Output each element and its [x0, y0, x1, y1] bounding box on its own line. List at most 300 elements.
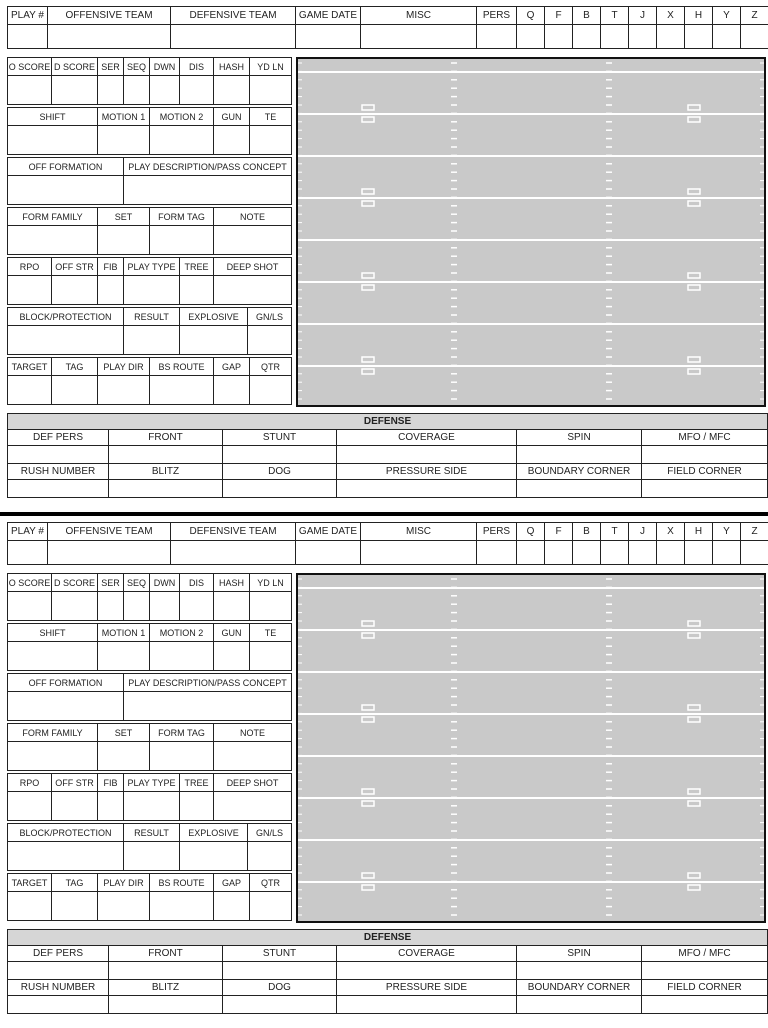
motion-box: [7, 107, 292, 155]
blank-cell[interactable]: [741, 25, 768, 49]
blank-cell[interactable]: [685, 25, 713, 49]
formation-box: [7, 157, 292, 205]
lbl-motion-2: MOTION 2: [150, 108, 214, 126]
lbl-form-tag: FORM TAG: [150, 208, 214, 226]
lbl-yd-ln: YD LN: [250, 574, 292, 592]
lbl-d-score: D SCORE: [52, 58, 98, 76]
lbl-shift: SHIFT: [8, 108, 98, 126]
blank-cell[interactable]: [8, 642, 98, 671]
hdr-misc: MISC: [361, 523, 477, 541]
blank-cell[interactable]: [545, 25, 573, 49]
blank-cell[interactable]: [8, 892, 52, 921]
lbl-coverage: COVERAGE: [337, 946, 517, 962]
blank-cell[interactable]: [8, 276, 52, 305]
yard-number-box: [362, 873, 374, 878]
blank-cell[interactable]: [741, 541, 768, 565]
blank-cell[interactable]: [250, 126, 292, 155]
yard-number-box: [362, 621, 374, 626]
blank-cell[interactable]: [642, 996, 768, 1014]
blank-cell[interactable]: [517, 25, 545, 49]
blank-cell[interactable]: [124, 326, 180, 355]
blank-cell[interactable]: [223, 446, 337, 464]
blank-cell[interactable]: [180, 326, 248, 355]
lbl-off-str: OFF STR: [52, 774, 98, 792]
lbl-mfo-mfc: MFO / MFC: [642, 430, 768, 446]
lbl-dwn: DWN: [150, 58, 180, 76]
lbl-fib: FIB: [98, 774, 124, 792]
lbl-play-type: PLAY TYPE: [124, 258, 180, 276]
yard-number-box: [362, 789, 374, 794]
lbl-deep-shot: DEEP SHOT: [214, 258, 292, 276]
lbl-rpo: RPO: [8, 258, 52, 276]
blank-cell[interactable]: [573, 541, 601, 565]
hdr-offensive-team: OFFENSIVE TEAM: [48, 7, 171, 25]
yard-number-box: [688, 201, 700, 206]
blank-cell[interactable]: [8, 692, 124, 721]
blank-cell[interactable]: [337, 962, 517, 980]
blank-cell[interactable]: [8, 541, 48, 565]
lbl-front: FRONT: [109, 430, 223, 446]
yard-number-box: [362, 369, 374, 374]
hdr-play-num: PLAY #: [8, 523, 48, 541]
hdr-misc: MISC: [361, 7, 477, 25]
blank-cell[interactable]: [545, 541, 573, 565]
blank-cell[interactable]: [150, 376, 214, 405]
blank-cell[interactable]: [713, 25, 741, 49]
hdr-q: Q: [517, 7, 545, 25]
lbl-off-str: OFF STR: [52, 258, 98, 276]
lbl-dog: DOG: [223, 464, 337, 480]
form-family-box: [7, 207, 292, 255]
blank-cell[interactable]: [248, 842, 292, 871]
lbl-play-description: PLAY DESCRIPTION/PASS CONCEPT: [124, 158, 292, 176]
lbl-stunt: STUNT: [223, 946, 337, 962]
blank-cell[interactable]: [8, 742, 98, 771]
lbl-boundary-corner: BOUNDARY CORNER: [517, 464, 642, 480]
defense-title: DEFENSE: [8, 414, 768, 430]
blank-cell[interactable]: [214, 592, 250, 621]
lbl-fib: FIB: [98, 258, 124, 276]
lbl-field-corner: FIELD CORNER: [642, 464, 768, 480]
blank-cell[interactable]: [601, 25, 629, 49]
blank-cell[interactable]: [150, 742, 214, 771]
blank-cell[interactable]: [8, 25, 48, 49]
formation-box: [7, 673, 292, 721]
blank-cell[interactable]: [8, 962, 109, 980]
football-field-diagram[interactable]: [296, 573, 766, 923]
blank-cell[interactable]: [8, 446, 109, 464]
yard-number-box: [688, 885, 700, 890]
blank-cell[interactable]: [657, 25, 685, 49]
blank-cell[interactable]: [109, 446, 223, 464]
blank-cell[interactable]: [713, 541, 741, 565]
lbl-dis: DIS: [180, 58, 214, 76]
blank-cell[interactable]: [180, 276, 214, 305]
yard-number-box: [688, 357, 700, 362]
lbl-explosive: EXPLOSIVE: [180, 824, 248, 842]
sheet-divider: [0, 512, 768, 516]
yard-number-box: [362, 801, 374, 806]
hdr-h: H: [685, 523, 713, 541]
lbl-set: SET: [98, 724, 150, 742]
blank-cell[interactable]: [98, 276, 124, 305]
blank-cell[interactable]: [150, 592, 180, 621]
lbl-front: FRONT: [109, 946, 223, 962]
lbl-motion-1: MOTION 1: [98, 624, 150, 642]
blank-cell[interactable]: [477, 25, 517, 49]
lbl-dwn: DWN: [150, 574, 180, 592]
blank-cell[interactable]: [180, 76, 214, 105]
lbl-hash: HASH: [214, 58, 250, 76]
blank-cell[interactable]: [642, 446, 768, 464]
defense-table: [7, 929, 768, 1014]
blank-cell[interactable]: [8, 376, 52, 405]
yard-number-box: [688, 621, 700, 626]
yard-number-box: [362, 357, 374, 362]
header-table: [7, 6, 768, 49]
lbl-result: RESULT: [124, 824, 180, 842]
blank-cell[interactable]: [8, 226, 98, 255]
football-field-diagram[interactable]: [296, 57, 766, 407]
hdr-pers: PERS: [477, 7, 517, 25]
field-lines: [298, 575, 764, 921]
lbl-d-score: D SCORE: [52, 574, 98, 592]
lbl-blitz: BLITZ: [109, 464, 223, 480]
lbl-pressure-side: PRESSURE SIDE: [337, 980, 517, 996]
blank-cell[interactable]: [214, 742, 292, 771]
blank-cell[interactable]: [573, 25, 601, 49]
lbl-hash: HASH: [214, 574, 250, 592]
play-type-box: [7, 773, 292, 821]
blank-cell[interactable]: [52, 376, 98, 405]
blank-cell[interactable]: [250, 376, 292, 405]
score-box: [7, 57, 292, 105]
lbl-boundary-corner: BOUNDARY CORNER: [517, 980, 642, 996]
blank-cell[interactable]: [250, 892, 292, 921]
yard-number-box: [688, 369, 700, 374]
lbl-ser: SER: [98, 574, 124, 592]
target-box: [7, 357, 292, 405]
lbl-spin: SPIN: [517, 430, 642, 446]
lbl-bs-route: BS ROUTE: [150, 874, 214, 892]
blank-cell[interactable]: [171, 25, 296, 49]
blank-cell[interactable]: [52, 792, 98, 821]
blank-cell[interactable]: [98, 226, 150, 255]
score-box: [7, 573, 292, 621]
yard-number-box: [688, 873, 700, 878]
lbl-rpo: RPO: [8, 774, 52, 792]
yard-number-box: [362, 189, 374, 194]
lbl-tag: TAG: [52, 358, 98, 376]
blank-cell[interactable]: [361, 541, 477, 565]
blank-cell[interactable]: [685, 541, 713, 565]
blank-cell[interactable]: [214, 376, 250, 405]
lbl-motion-2: MOTION 2: [150, 624, 214, 642]
blank-cell[interactable]: [223, 996, 337, 1014]
blank-cell[interactable]: [180, 842, 248, 871]
blank-cell[interactable]: [517, 996, 642, 1014]
blank-cell[interactable]: [124, 792, 180, 821]
blank-cell[interactable]: [517, 480, 642, 498]
blank-cell[interactable]: [8, 996, 109, 1014]
lbl-off-formation: OFF FORMATION: [8, 158, 124, 176]
blank-cell[interactable]: [361, 25, 477, 49]
yard-number-box: [688, 273, 700, 278]
lbl-gun: GUN: [214, 624, 250, 642]
lbl-off-formation: OFF FORMATION: [8, 674, 124, 692]
blank-cell[interactable]: [214, 126, 250, 155]
blank-cell[interactable]: [109, 480, 223, 498]
lbl-seq: SEQ: [124, 58, 150, 76]
lbl-motion-1: MOTION 1: [98, 108, 150, 126]
blank-cell[interactable]: [8, 792, 52, 821]
blank-cell[interactable]: [98, 892, 150, 921]
lbl-stunt: STUNT: [223, 430, 337, 446]
blank-cell[interactable]: [8, 126, 98, 155]
blank-cell[interactable]: [8, 842, 124, 871]
motion-box: [7, 623, 292, 671]
blank-cell[interactable]: [52, 892, 98, 921]
lbl-note: NOTE: [214, 208, 292, 226]
blank-cell[interactable]: [150, 642, 214, 671]
hdr-b: B: [573, 7, 601, 25]
blank-cell[interactable]: [248, 326, 292, 355]
blank-cell[interactable]: [517, 446, 642, 464]
blank-cell[interactable]: [180, 592, 214, 621]
lbl-te: TE: [250, 108, 292, 126]
blank-cell[interactable]: [171, 541, 296, 565]
blank-cell[interactable]: [98, 76, 124, 105]
blank-cell[interactable]: [250, 642, 292, 671]
blank-cell[interactable]: [150, 226, 214, 255]
blank-cell[interactable]: [477, 541, 517, 565]
lbl-play-dir: PLAY DIR: [98, 874, 150, 892]
lbl-form-family: FORM FAMILY: [8, 208, 98, 226]
hdr-j: J: [629, 7, 657, 25]
lbl-spin: SPIN: [517, 946, 642, 962]
blank-cell[interactable]: [98, 592, 124, 621]
lbl-tag: TAG: [52, 874, 98, 892]
blank-cell[interactable]: [98, 126, 150, 155]
lbl-form-tag: FORM TAG: [150, 724, 214, 742]
yard-number-box: [362, 285, 374, 290]
hdr-y: Y: [713, 7, 741, 25]
lbl-play-description: PLAY DESCRIPTION/PASS CONCEPT: [124, 674, 292, 692]
yard-number-box: [362, 117, 374, 122]
hdr-play-num: PLAY #: [8, 7, 48, 25]
blank-cell[interactable]: [214, 642, 250, 671]
blank-cell[interactable]: [150, 892, 214, 921]
hdr-y: Y: [713, 523, 741, 541]
hdr-q: Q: [517, 523, 545, 541]
hdr-f: F: [545, 7, 573, 25]
hdr-defensive-team: DEFENSIVE TEAM: [171, 7, 296, 25]
yard-number-box: [362, 273, 374, 278]
lbl-qtr: QTR: [250, 874, 292, 892]
blank-cell[interactable]: [214, 276, 292, 305]
lbl-dis: DIS: [180, 574, 214, 592]
defense-table: [7, 413, 768, 498]
lbl-field-corner: FIELD CORNER: [642, 980, 768, 996]
blank-cell[interactable]: [337, 996, 517, 1014]
lbl-play-type: PLAY TYPE: [124, 774, 180, 792]
hdr-offensive-team: OFFENSIVE TEAM: [48, 523, 171, 541]
hdr-x: X: [657, 7, 685, 25]
lbl-coverage: COVERAGE: [337, 430, 517, 446]
yard-number-box: [688, 105, 700, 110]
blank-cell[interactable]: [124, 176, 292, 205]
lbl-mfo-mfc: MFO / MFC: [642, 946, 768, 962]
yard-number-box: [688, 705, 700, 710]
blank-cell[interactable]: [150, 126, 214, 155]
lbl-rush-number: RUSH NUMBER: [8, 980, 109, 996]
lbl-tree: TREE: [180, 774, 214, 792]
yard-number-box: [362, 201, 374, 206]
field-lines: [298, 59, 764, 405]
lbl-o-score: O SCORE: [8, 58, 52, 76]
hdr-f: F: [545, 523, 573, 541]
yard-number-box: [362, 705, 374, 710]
blank-cell[interactable]: [124, 276, 180, 305]
blank-cell[interactable]: [98, 642, 150, 671]
blank-cell[interactable]: [98, 792, 124, 821]
blank-cell[interactable]: [180, 792, 214, 821]
blank-cell[interactable]: [214, 76, 250, 105]
blank-cell[interactable]: [52, 76, 98, 105]
lbl-qtr: QTR: [250, 358, 292, 376]
lbl-block-protection: BLOCK/PROTECTION: [8, 824, 124, 842]
blank-cell[interactable]: [214, 226, 292, 255]
blank-cell[interactable]: [223, 962, 337, 980]
lbl-block-protection: BLOCK/PROTECTION: [8, 308, 124, 326]
hdr-pers: PERS: [477, 523, 517, 541]
blank-cell[interactable]: [124, 842, 180, 871]
lbl-target: TARGET: [8, 874, 52, 892]
blank-cell[interactable]: [8, 592, 52, 621]
protection-box: [7, 823, 292, 871]
lbl-gun: GUN: [214, 108, 250, 126]
yard-number-box: [362, 633, 374, 638]
hdr-z: Z: [741, 523, 768, 541]
blank-cell[interactable]: [8, 76, 52, 105]
hdr-t: T: [601, 7, 629, 25]
lbl-form-family: FORM FAMILY: [8, 724, 98, 742]
lbl-explosive: EXPLOSIVE: [180, 308, 248, 326]
yard-number-box: [688, 789, 700, 794]
blank-cell[interactable]: [52, 592, 98, 621]
blank-cell[interactable]: [642, 962, 768, 980]
hdr-defensive-team: DEFENSIVE TEAM: [171, 523, 296, 541]
yard-number-box: [362, 717, 374, 722]
blank-cell[interactable]: [657, 541, 685, 565]
yard-number-box: [688, 189, 700, 194]
lbl-gn-ls: GN/LS: [248, 824, 292, 842]
hdr-t: T: [601, 523, 629, 541]
yard-number-box: [688, 285, 700, 290]
blank-cell[interactable]: [601, 541, 629, 565]
blank-cell[interactable]: [109, 996, 223, 1014]
lbl-gap: GAP: [214, 358, 250, 376]
lbl-def-pers: DEF PERS: [8, 946, 109, 962]
hdr-game-date: GAME DATE: [296, 523, 361, 541]
yard-number-box: [362, 885, 374, 890]
yard-number-box: [688, 801, 700, 806]
blank-cell[interactable]: [109, 962, 223, 980]
hdr-j: J: [629, 523, 657, 541]
blank-cell[interactable]: [52, 276, 98, 305]
blank-cell[interactable]: [124, 592, 150, 621]
blank-cell[interactable]: [629, 25, 657, 49]
hdr-game-date: GAME DATE: [296, 7, 361, 25]
yard-number-box: [688, 633, 700, 638]
yard-number-box: [688, 117, 700, 122]
defense-title: DEFENSE: [8, 930, 768, 946]
lbl-pressure-side: PRESSURE SIDE: [337, 464, 517, 480]
play-card-2: [0, 520, 768, 1028]
blank-cell[interactable]: [250, 76, 292, 105]
blank-cell[interactable]: [642, 480, 768, 498]
blank-cell[interactable]: [124, 76, 150, 105]
blank-cell[interactable]: [214, 792, 292, 821]
hdr-z: Z: [741, 7, 768, 25]
blank-cell[interactable]: [296, 25, 361, 49]
blank-cell[interactable]: [98, 376, 150, 405]
blank-cell[interactable]: [337, 480, 517, 498]
blank-cell[interactable]: [517, 962, 642, 980]
blank-cell[interactable]: [98, 742, 150, 771]
play-type-box: [7, 257, 292, 305]
lbl-o-score: O SCORE: [8, 574, 52, 592]
lbl-target: TARGET: [8, 358, 52, 376]
blank-cell[interactable]: [296, 541, 361, 565]
lbl-gap: GAP: [214, 874, 250, 892]
lbl-dog: DOG: [223, 980, 337, 996]
header-table: [7, 522, 768, 565]
lbl-deep-shot: DEEP SHOT: [214, 774, 292, 792]
yard-number-box: [688, 717, 700, 722]
blank-cell[interactable]: [517, 541, 545, 565]
lbl-bs-route: BS ROUTE: [150, 358, 214, 376]
hdr-x: X: [657, 523, 685, 541]
blank-cell[interactable]: [250, 592, 292, 621]
lbl-ser: SER: [98, 58, 124, 76]
lbl-seq: SEQ: [124, 574, 150, 592]
blank-cell[interactable]: [629, 541, 657, 565]
blank-cell[interactable]: [214, 892, 250, 921]
lbl-set: SET: [98, 208, 150, 226]
hdr-b: B: [573, 523, 601, 541]
blank-cell[interactable]: [48, 25, 171, 49]
blank-cell[interactable]: [124, 692, 292, 721]
blank-cell[interactable]: [337, 446, 517, 464]
blank-cell[interactable]: [8, 176, 124, 205]
lbl-note: NOTE: [214, 724, 292, 742]
lbl-tree: TREE: [180, 258, 214, 276]
blank-cell[interactable]: [48, 541, 171, 565]
lbl-te: TE: [250, 624, 292, 642]
blank-cell[interactable]: [150, 76, 180, 105]
blank-cell[interactable]: [8, 480, 109, 498]
hdr-h: H: [685, 7, 713, 25]
lbl-gn-ls: GN/LS: [248, 308, 292, 326]
blank-cell[interactable]: [8, 326, 124, 355]
play-card-1: [0, 4, 768, 512]
blank-cell[interactable]: [223, 480, 337, 498]
protection-box: [7, 307, 292, 355]
target-box: [7, 873, 292, 921]
lbl-result: RESULT: [124, 308, 180, 326]
lbl-def-pers: DEF PERS: [8, 430, 109, 446]
